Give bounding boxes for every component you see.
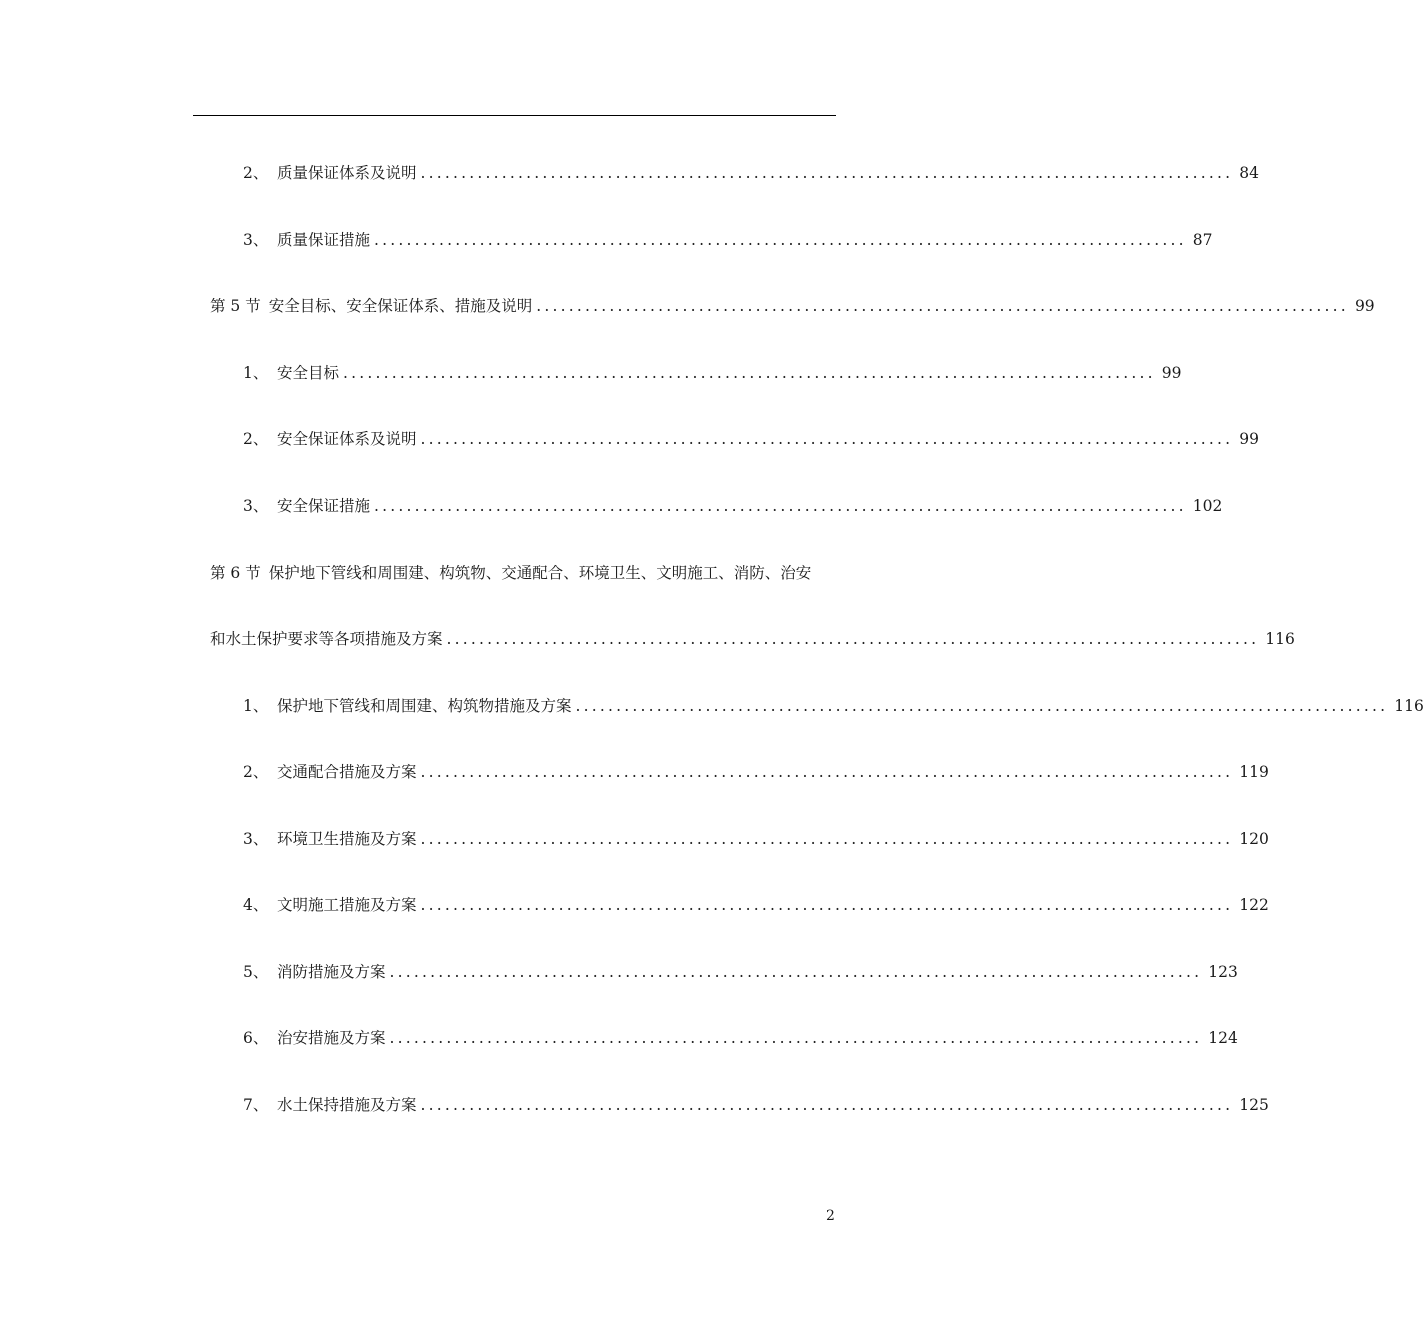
toc-entry-title: 质量保证措施 xyxy=(277,231,371,249)
toc-entry-page: 99 xyxy=(1354,297,1375,315)
dot-leader: .................................................................................................... xyxy=(420,830,1234,848)
toc-entry-number: 1、 xyxy=(243,364,269,382)
toc-entry-number: 3、 xyxy=(243,830,269,848)
dot-leader: .................................................................................................... xyxy=(374,497,1187,515)
toc-entry-page: 84 xyxy=(1239,164,1259,182)
toc-entry-number: 3、 xyxy=(243,231,269,249)
toc-entry-title: 质量保证体系及说明 xyxy=(277,164,417,182)
toc-entry-page: 99 xyxy=(1161,364,1182,382)
dot-leader: .................................................................................................... xyxy=(575,697,1389,715)
toc-section-entry[interactable] xyxy=(210,561,854,585)
dot-leader: .................................................................................................... xyxy=(420,1096,1234,1114)
toc-entry-page: 125 xyxy=(1239,1096,1269,1114)
dot-leader: .................................................................................................... xyxy=(420,896,1234,914)
toc-entry-title: 安全目标 xyxy=(277,364,340,382)
toc-entry-number: 6、 xyxy=(243,1029,269,1047)
dot-leader: .................................................................................................... xyxy=(420,763,1234,781)
toc-entry-title: 治安措施及方案 xyxy=(277,1029,386,1047)
toc-entry[interactable] xyxy=(243,427,1259,451)
toc-entry[interactable] xyxy=(243,694,1424,718)
toc-entry-number: 1、 xyxy=(243,697,269,715)
toc-entry[interactable] xyxy=(243,827,1269,851)
toc-entry-page: 87 xyxy=(1192,231,1213,249)
toc-entry-page: 124 xyxy=(1208,1029,1238,1047)
toc-entry-number: 2、 xyxy=(243,164,269,182)
toc-entry-title: 安全保证措施 xyxy=(277,497,371,515)
dot-leader: .................................................................................................... xyxy=(389,1029,1203,1047)
toc-section-entry-continued[interactable] xyxy=(210,627,1295,651)
dot-leader: .................................................................................................... xyxy=(446,630,1260,648)
dot-leader: .................................................................................................... xyxy=(420,430,1234,448)
toc-entry[interactable] xyxy=(243,960,1238,984)
dot-leader: .................................................................................................... xyxy=(420,164,1234,182)
toc-entry[interactable] xyxy=(243,1026,1238,1050)
toc-entry[interactable] xyxy=(243,494,1223,518)
toc-entry[interactable] xyxy=(243,228,1213,252)
dot-leader: .................................................................................................... xyxy=(389,963,1203,981)
toc-entry-number: 4、 xyxy=(243,896,269,914)
toc-entry[interactable] xyxy=(243,161,1259,185)
toc-entry-page: 102 xyxy=(1192,497,1223,515)
toc-entry-number: 7、 xyxy=(243,1096,269,1114)
toc-section-title: 安全目标、安全保证体系、措施及说明 xyxy=(268,297,533,315)
toc-section-number: 第 5 节 xyxy=(210,297,261,315)
toc-entry-page: 122 xyxy=(1239,896,1269,914)
toc-entry[interactable] xyxy=(243,760,1269,784)
toc-entry-title: 文明施工措施及方案 xyxy=(277,896,417,914)
toc-section-title-continued: 和水土保护要求等各项措施及方案 xyxy=(210,630,443,648)
toc-entry-page: 123 xyxy=(1208,963,1238,981)
toc-entry[interactable] xyxy=(243,893,1269,917)
toc-entry-title: 水土保持措施及方案 xyxy=(277,1096,417,1114)
dot-leader: .................................................................................................... xyxy=(343,364,1156,382)
toc-section-entry[interactable] xyxy=(210,294,1375,318)
toc-entry-title: 消防措施及方案 xyxy=(277,963,386,981)
toc-entry[interactable] xyxy=(243,361,1182,385)
toc-entry-title: 环境卫生措施及方案 xyxy=(277,830,417,848)
dot-leader: .................................................................................................... xyxy=(536,297,1349,315)
toc-entry-number: 5、 xyxy=(243,963,269,981)
toc-entry-number: 3、 xyxy=(243,497,269,515)
toc-section-number: 第 6 节 xyxy=(210,564,261,582)
toc-entry-number: 2、 xyxy=(243,763,269,781)
toc-entry-page: 120 xyxy=(1239,830,1269,848)
toc-entry[interactable] xyxy=(243,1093,1269,1117)
toc-entry-title: 交通配合措施及方案 xyxy=(277,763,417,781)
toc-entry-page: 116 xyxy=(1265,630,1295,648)
toc-entry-page: 116 xyxy=(1394,697,1424,715)
toc-section-title: 保护地下管线和周围建、构筑物、交通配合、环境卫生、文明施工、消防、治安 xyxy=(268,564,812,582)
page-number: 2 xyxy=(826,1208,835,1224)
toc-entry-page: 119 xyxy=(1239,763,1269,781)
dot-leader: .................................................................................................... xyxy=(374,231,1187,249)
toc-entry-title: 安全保证体系及说明 xyxy=(277,430,417,448)
toc-entry-number: 2、 xyxy=(243,430,269,448)
toc-entry-title: 保护地下管线和周围建、构筑物措施及方案 xyxy=(277,697,572,715)
toc-entry-page: 99 xyxy=(1239,430,1259,448)
